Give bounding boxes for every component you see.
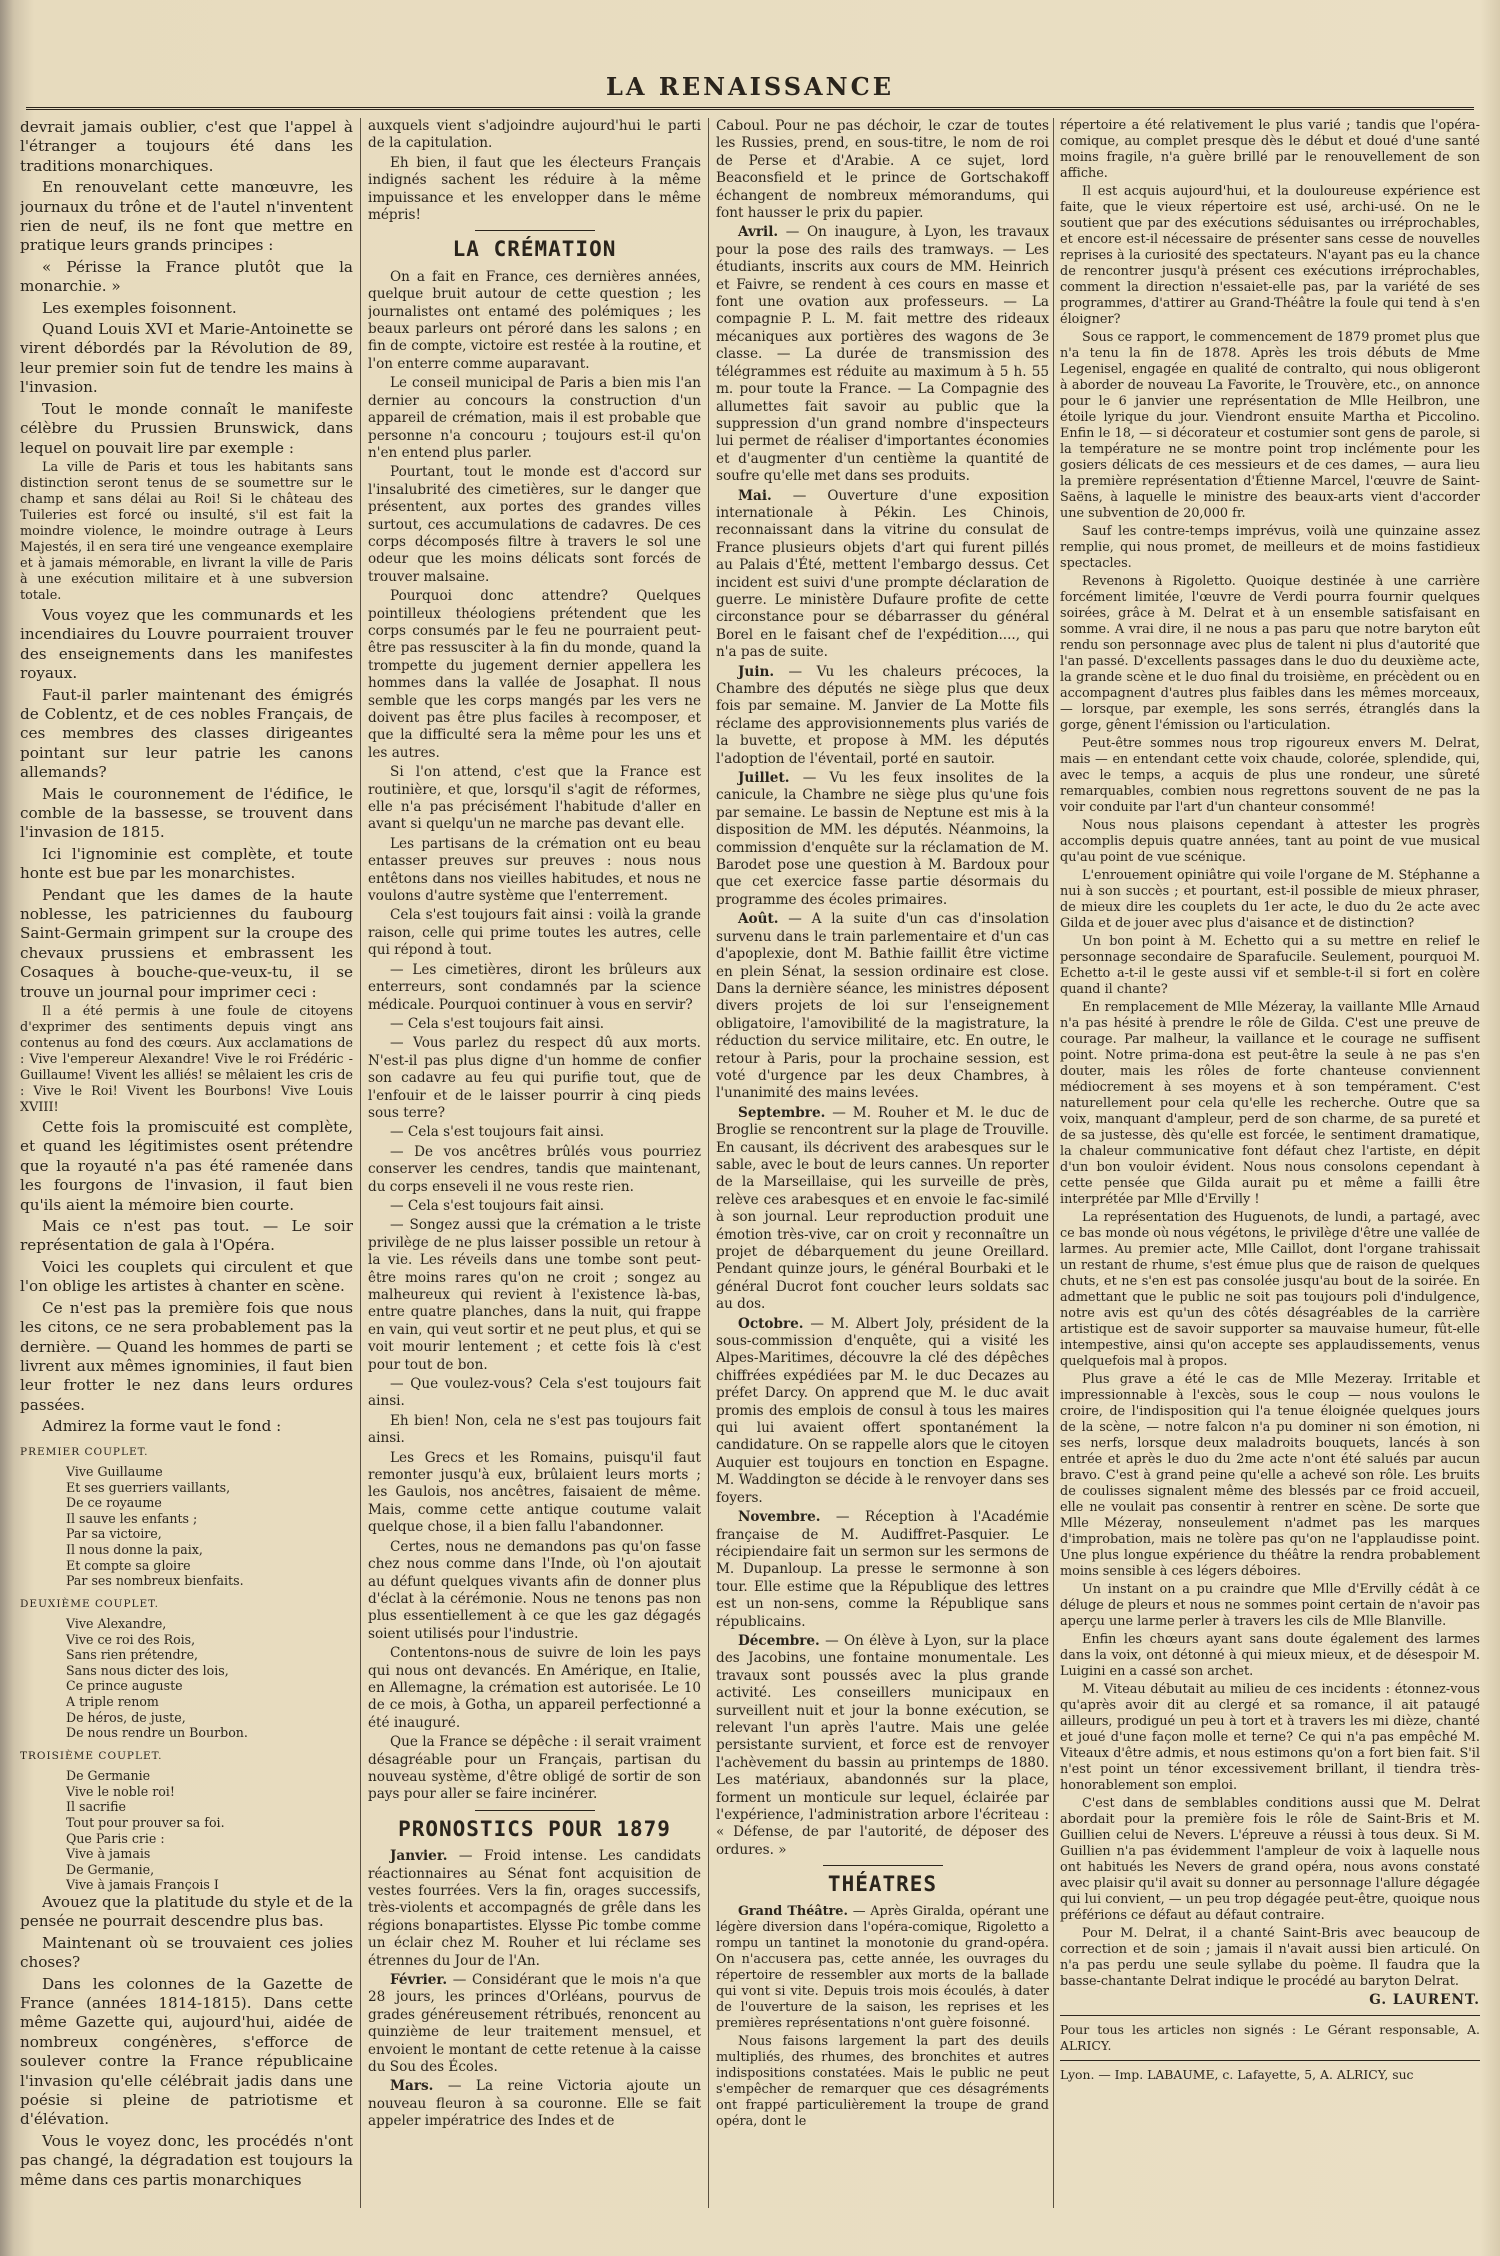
paragraph	[716, 1316, 1049, 1507]
month-label: Mars.	[390, 2078, 434, 2095]
paragraph: — Cela s'est toujours fait ainsi.	[390, 1015, 605, 1032]
verse-line: De héros, de juste,	[66, 1709, 186, 1725]
verse-block	[20, 1768, 353, 1893]
paragraph: En remplacement de Mlle Mézeray, la vaillante Mlle Arnaud n'a pas hésité à prendre le rôle de Gilda. C'est une preuve de courage. Par malheur, la vaillance et le courage ne suffisent point. Notre prima-dona est peut-être la seule à ne pas s'en douter, mais les rôles de forte chanteuse conviennent médiocrement à ses moyens et à son tempérament. C'est naturellement pour cela qu'elle les recherche. Outre que sa voix, manquant d'ampleur, perd de son charme, de sa pureté et de sa justesse, dès qu'elle est forcée, le sentiment dramatique, la chaleur communicative font défaut chez l'artiste, en dépit d'un bon vouloir évident. Nous nous consolons cependant à cette pensée que Gilda aurait pu et même a failli être interprétée par Mlle d'Ervilly !	[1060, 1000, 1480, 1207]
paragraph: Ici l'ignominie est complète, et toute honte est bue par les monarchistes.	[20, 844, 353, 883]
column-divider	[1053, 118, 1054, 2208]
verse-heading: PREMIER COUPLET.	[20, 1445, 149, 1458]
section-title-pronostics: PRONOSTICS POUR 1879	[398, 1816, 671, 1841]
paragraph: Un instant on a pu craindre que Mlle d'Ervilly cédât à ce déluge de pleurs et nous ne sommes point certain de n'avoir pas aperçu une larme perler à travers les cils de Mlle Blanville.	[1060, 1582, 1480, 1629]
paragraph: Avouez que la platitude du style et de la pensée ne pourrait descendre plus bas.	[20, 1893, 353, 1931]
paragraph: — Vous parlez du respect dû aux morts. N'est-il pas plus digne d'un homme de confier son cadavre au feu qui purifie tout, que de l'enfouir et de le laisser pourrir à cinq pieds sous terre?	[368, 1035, 701, 1121]
footer-gerant: Pour tous les articles non signés : Le Gérant responsable, A. ALRICY.	[1060, 2022, 1480, 2054]
paragraph: M. Viteau débutait au milieu de ces incidents : étonnez-vous qu'après avoir dit au clergé et sa romance, il ait pataugé ailleurs, prodigué un peu à tort et à travers les mi dièze, chanté et joué d'une façon molle et terne? Ce qui n'a pas empêché M. Viteaux d'être admis, et nous estimons qu'on a fort bien fait. S'il n'est point un ténor excessivement brillant, il tiendra très-honorablement son emploi.	[1060, 1682, 1480, 1793]
verse-line: De ce royaume	[66, 1495, 162, 1511]
month-text: — Vu les chaleurs précoces, la Chambre des députés ne siège plus que deux fois par semaine. M. Janvier de La Motte fils réclame des approvisionnements plus variés de la buvette, et propose à MM. les députés l'adoption de l'éventail, porté en sautoir.	[716, 663, 1049, 767]
paragraph: Cela s'est toujours fait ainsi : voilà la grande raison, celle qui prime toutes les autres, celle qui répond à tout.	[368, 907, 701, 959]
month-label: Mai.	[738, 487, 772, 504]
paragraph: L'enrouement opiniâtre qui voile l'organe de M. Stéphanne a nui à son succès ; et pourtant, est-il possible de mieux phraser, de mieux dire les couplets du 1er acte, le duo du 2e acte avec Gilda et de jouer avec plus d'aisance et de distinction?	[1060, 868, 1480, 931]
month-label: Janvier.	[390, 1848, 448, 1865]
section-title-theatres: THÉATRES	[827, 1872, 938, 1897]
paragraph: — Cela s'est toujours fait ainsi.	[390, 1124, 605, 1141]
verse-block	[20, 1616, 353, 1741]
column-3	[716, 118, 1049, 2203]
verse-heading: TROISIÈME COUPLET.	[20, 1749, 163, 1762]
paragraph: Les exemples foisonnent.	[42, 298, 237, 317]
paragraph	[716, 224, 1049, 485]
column-divider	[360, 118, 361, 2208]
verse-line: Il sacrifie	[66, 1799, 126, 1815]
paragraph	[716, 1509, 1049, 1631]
paragraph: Un bon point à M. Echetto qui a su mettre en relief le personnage secondaire de Sparafucile. Seulement, pourquoi M. Echetto a-t-il le geste aussi vif et semble-t-il si fort en colère quand il chante?	[1060, 934, 1480, 997]
month-label: Juillet.	[738, 770, 790, 787]
month-label: Décembre.	[738, 1632, 820, 1649]
paragraph	[368, 1972, 701, 2076]
paragraph	[368, 1848, 701, 1970]
month-text: — On élève à Lyon, sur la place des Jacobins, une fontaine monumentale. Les travaux sont poussés avec la plus grande activité. Les conseillers municipaux en surveillent nuit et jour la bonne exécution, se relevant l'un après l'autre. Mais une gelée persistante survient, et force est de renvoyer l'achèvement du bassin au printemps de 1880. Les matériaux, abandonnés sur la place, forment un monticule sur lequel, éclairée par l'expérience, l'administration arbore l'écriteau : « Défense, de par l'autorité, de déposer des ordures. »	[716, 1632, 1049, 1858]
paragraph: Voici les couplets qui circulent et que l'on oblige les artistes à chanter en scène.	[20, 1257, 353, 1296]
verse-heading: DEUXIÈME COUPLET.	[20, 1597, 159, 1610]
paragraph: Eh bien! Non, cela ne s'est pas toujours fait ainsi.	[368, 1412, 701, 1447]
paragraph: Maintenant où se trouvaient ces jolies choses?	[20, 1933, 353, 1972]
paragraph: Mais le couronnement de l'édifice, le comble de la bassesse, se trouvent dans l'invasion de 1815.	[20, 784, 353, 842]
paragraph	[716, 664, 1049, 768]
section-rule	[475, 230, 595, 231]
verse-line: Vive à jamais François I	[66, 1877, 219, 1893]
month-text: — Réception à l'Académie française de M. Audiffret-Pasquier. Le récipiendaire fait un sermon sur les sermons de M. Dupanloup. La presse le sermonne à son tour. Elle estime que la République des lettres est un non-sens, comme la République sans républicains.	[716, 1509, 1049, 1630]
paragraph: — De vos ancêtres brûlés vous pourriez conserver les cendres, tandis que maintenant, du corps enseveli il ne vous reste rien.	[368, 1143, 701, 1195]
paragraph: Admirez la forme vaut le fond :	[42, 1417, 282, 1436]
paragraph: En renouvelant cette manœuvre, les journaux du trône et de l'autel n'inventent rien de neuf, ils ne font que mettre en pratique leurs grands principes :	[20, 178, 353, 255]
paragraph: Enfin les chœurs ayant sans doute également des larmes dans la voix, ont détonné à qui mieux mieux, et de désespoir M. Luigini en a cassé son archet.	[1060, 1632, 1480, 1679]
verse-line: Tout pour prouver sa foi.	[66, 1815, 225, 1831]
paragraph	[716, 1904, 1049, 2032]
paragraph: Les partisans de la crémation ont eu beau entasser preuves sur preuves : nous nous entêtons dans nos vieilles habitudes, et nous ne voulons d'autre système que l'enterrement.	[368, 835, 701, 905]
paragraph: Revenons à Rigoletto. Quoique destinée à une carrière forcément limitée, l'œuvre de Verdi pourra fournir quelques soirées, grâce à M. Delrat et à un ensemble satisfaisant en somme. A vrai dire, il ne nous a pas paru que notre baryton eût rendu son personnage avec plus de talent ni plus d'autorité que l'an passé. D'excellents passages dans le duo du deuxième acte, la grande scène et le duo final du troisième, en précèdent ou en accompagnent d'autres plus faibles dans les mêmes morceaux, — lorsque, par exemple, les sons serrés, étranglés dans la gorge, gênent l'émission ou l'articulation.	[1060, 574, 1480, 733]
verse-line: Il nous donne la paix,	[66, 1541, 203, 1557]
verse-line: Par sa victoire,	[66, 1526, 162, 1542]
month-label: Septembre.	[738, 1104, 826, 1121]
paragraph: — Cela s'est toujours fait ainsi.	[390, 1197, 605, 1214]
section-rule	[823, 1865, 943, 1866]
month-text: — Froid intense. Les candidats réactionnaires au Sénat font acquisition de vestes fourrées. Vers la fin, orages successifs, très-violents et accompagnés de grêle dans les régions bonapartistes. Elysse Pic tombe comme un éclair chez M. Rouher et lui réclame ses étrennes du Jour de l'An.	[368, 1848, 701, 1969]
paragraph: Pourquoi donc attendre? Quelques pointilleux théologiens prétendent que les corps consumés par le feu ne pourraient peut-être pas ressusciter à la fin du monde, quand la trompette du jugement dernier appellera les hommes dans la vallée de Josaphat. Il nous semble que les corps mangés par les vers ne doivent pas être plus faciles à recomposer, et que la difficulté sera la même pour les uns et les autres.	[368, 588, 701, 761]
month-label: Août.	[738, 911, 779, 928]
paragraph: Cette fois la promiscuité est complète, et quand les légitimistes osent prétendre que la royauté n'a pas été ramenée dans les fourgons de l'invasion, il faut bien qu'ils aient la mémoire bien courte.	[20, 1118, 353, 1214]
column-divider	[708, 118, 709, 2208]
header-rule	[26, 107, 1474, 110]
paragraph: Dans les colonnes de la Gazette de France (années 1814-1815). Dans cette même Gazette qui, aujourd'hui, aidée de nombreux congénères, s'efforce de soulever contre la France républicaine l'invasion qu'elle célébrait jadis dans une poésie si pleine de patriotisme et d'élévation.	[20, 1974, 353, 2129]
paragraph	[716, 1633, 1049, 1859]
paragraph: La représentation des Huguenots, de lundi, a partagé, avec ce bas monde où nous végétons, le privilège d'être une vallée de larmes. Au premier acte, Mlle Caillot, dont l'organe trahissait un restant de rhume, s'est émue plus que de raison de quelques chuts, et ne s'en est pas consolée jusqu'au bout de la soirée. En admettant que le public ne soit pas toujours poli d'indulgence, notre avis est qu'un des côtés désagréables de la carrière artistique est de savoir supporter sa mauvaise humeur, fût-elle intempestive, ainsi qu'on accepte ses applaudissements, venus quelquefois mal à propos.	[1060, 1210, 1480, 1369]
verse-line: Vive le noble roi!	[66, 1783, 175, 1799]
verse-line: De Germanie,	[66, 1861, 155, 1877]
footer-rule	[1060, 2015, 1480, 2016]
verse-line: De nous rendre un Bourbon.	[66, 1725, 248, 1741]
theatre-label: Grand Théâtre.	[738, 1903, 848, 1919]
paragraph: Tout le monde connaît le manifeste célèbre du Prussien Brunswick, dans lequel on pouvait lire par exemple :	[20, 399, 353, 457]
month-label: Novembre.	[738, 1509, 821, 1526]
paragraph: Vous voyez que les communards et les incendiaires du Louvre pourraient trouver des enseignements dans les manifestes royaux.	[20, 605, 353, 683]
paragraph: Que la France se dépêche : il serait vraiment désagréable pour un Français, partisan du nouveau système, d'être obligé de sortir de son pays pour aller se faire incinérer.	[368, 1734, 701, 1803]
paragraph	[716, 1105, 1049, 1314]
paragraph	[716, 488, 1049, 662]
month-text: — M. Albert Joly, président de la sous-commission d'enquête, qui a visité les Alpes-Maritimes, découvre la clé des dépêches chiffrées expédiées par M. le duc Decazes au préfet Darcy. On apprend que M. le duc avait promis des emplois de consul à tous les maires qui lui avaient offert spontanément la candidature. On se rappelle alors que le citoyen Auquier est toujours en tonction en Espagne. M. Waddington se décide à le renvoyer dans ses foyers.	[716, 1315, 1049, 1506]
paragraph: Quand Louis XVI et Marie-Antoinette se virent débordés par la Révolution de 89, leur premier soin fut de tendre les mains à l'invasion.	[20, 320, 353, 397]
section-title-cremation: LA CRÉMATION	[452, 237, 617, 262]
paragraph: Contentons-nous de suivre de loin les pays qui nous ont devancés. En Amérique, en Italie, en Allemagne, la crémation est autorisée. Le 10 de ce mois, à Gotha, un appareil perfectionné a été inauguré.	[368, 1645, 701, 1731]
paragraph: Les Grecs et les Romains, puisqu'il faut remonter jusqu'à eux, brûlaient leurs morts ; les Gaulois, nos ancêtres, faisaient de même. Mais, comme cette antique coutume valait quelque chose, il a bien fallu l'abandonner.	[368, 1449, 701, 1536]
month-text: — Vu les feux insolites de la canicule, la Chambre ne siège plus qu'une fois par semaine. Le bassin de Neptune est mis à la disposition de MM. les députés. Néanmoins, la commission d'enquête sur la réclamation de M. Barodet pose une question à M. Bardoux pour que cet exercice fasse partie désormais du programme des écoles primaires.	[716, 770, 1049, 908]
quotation: La ville de Paris et tous les habitants sans distinction seront tenus de se soumettre sur le champ et sans délai au Roi! Si le château des Tuileries est forcé ou insulté, s'il est fait la moindre violence, le moindre outrage à Leurs Majestés, il en sera tiré une vengeance exemplaire et à jamais mémorable, en livrant la ville de Paris à une exécution militaire et à une subversion totale.	[20, 459, 353, 603]
verse-block	[20, 1464, 353, 1589]
paragraph	[368, 2078, 701, 2130]
verse-line: Et compte sa gloire	[66, 1557, 191, 1573]
paragraph: Nous faisons largement la part des deuils multipliés, des rhumes, des bronchites et autres indispositions constatées. Mais le public ne peut s'empêcher de remarquer que ces désagréments ont frappé particulièrement la troupe de grand opéra, dont le	[716, 2033, 1049, 2129]
paragraph: Pourtant, tout le monde est d'accord sur l'insalubrité des cimetières, sur le danger que présentent, aux portes des grandes villes surtout, ces accumulations de cadavres. De ces corps décomposés filtre à travers le sol une odeur que les moins délicats sont forcés de trouver malsaine.	[368, 464, 701, 585]
footer-rule	[1060, 2060, 1480, 2061]
paragraph: répertoire a été relativement le plus varié ; tandis que l'opéra-comique, au complet presque dès le début et doué d'une santé moins fragile, n'a guère brillé par le renouvellement de son affiche.	[1060, 118, 1480, 181]
column-4	[1060, 118, 1480, 2203]
paragraph: « Périsse la France plutôt que la monarchie. »	[20, 257, 353, 296]
paragraph: Si l'on attend, c'est que la France est routinière, et que, lorsqu'il s'agit de réformes, elle n'a pas précisément l'habitude d'aller en avant si quelqu'un ne marche pas devant elle.	[368, 764, 701, 833]
month-label: Février.	[390, 1972, 448, 1989]
paragraph: Vous le voyez donc, les procédés n'ont pas changé, la dégradation est toujours la même dans ces partis monarchiques	[20, 2131, 353, 2189]
verse-line: Vive ce roi des Rois,	[66, 1631, 196, 1647]
paragraph: Il est acquis aujourd'hui, et la douloureuse expérience est faite, que le vieux répertoire est usé, archi-usé. On ne le soutient que par des exécutions séduisantes ou irréprochables, et encore est-il nécessaire de présenter sans cesse de nouvelles reprises à la curiosité des spectateurs. N'ayant pas eu la chance de rencontrer jusqu'à présent ces exécutions irréprochables, comment la direction n'essaiet-elle pas, par la variété de ses programmes, d'attirer au Grand-Théâtre la foule qui tend à s'en éloigner?	[1060, 184, 1480, 327]
verse-line: Sans rien prétendre,	[66, 1647, 199, 1663]
verse-line: Vive Alexandre,	[66, 1616, 167, 1632]
column-1	[20, 118, 353, 2203]
verse-line: Que Paris crie :	[66, 1830, 165, 1846]
paragraph: Faut-il parler maintenant des émigrés de Coblentz, et de ces nobles Français, de ces membres des classes dirigeantes pointant sur leur patrie les canons allemands?	[20, 685, 353, 782]
paragraph: Caboul. Pour ne pas déchoir, le czar de toutes les Russies, prend, en sous-titre, le nom de roi de Perse et d'Arabie. A ce sujet, lord Beaconsfield et le prince de Gortschakoff échangent de nombreux mémorandums, qui font hausser le prix du papier.	[716, 118, 1049, 222]
paragraph: C'est dans de semblables conditions aussi que M. Delrat abordait pour la première fois le rôle de Saint-Bris et M. Guillien celui de Nevers. L'épreuve a réussi à tous deux. Si M. Guillien n'a pas évidemment l'ampleur de voix à laquelle nous ont habitués les Nevers de grand opéra, nous avons constaté avec plaisir qu'il avait su donner au personnage l'allure dégagée qui lui convient, — un peu trop dégagée peut-être, quoique nous préférions ce défaut au défaut contraire.	[1060, 1796, 1480, 1923]
month-text: — M. Rouher et M. le duc de Broglie se rencontrent sur la plage de Trouville. En causant, ils décrivent des arabesques sur le sable, avec le bout de leurs cannes. Un reporter de la Marseillaise, qui les surveille de près, relève ces arabesques et en envoie le fac-similé à son journal. Leur reproduction produit une émotion très-vive, car on croit y reconnaître un projet de débarquement du jeune Oreillard. Pendant quinze jours, le général Bourbaki et le général Ducrot font coucher leurs soldats sac au dos.	[716, 1104, 1049, 1313]
verse-line: A triple renom	[66, 1694, 159, 1710]
theatre-text: — Après Giralda, opérant une légère diversion dans l'opéra-comique, Rigoletto a rompu un tantinet la monotonie du grand-opéra. On n'accusera pas, cette année, les ouvrages du répertoire de ressembler aux morts de la ballade qui vont si vite. Depuis trois mois écoulés, à dater de l'ouverture de la saison, les reprises et les premières représentations n'ont guère foisonné.	[716, 1903, 1049, 2031]
paragraph: Certes, nous ne demandons pas qu'on fasse chez nous comme dans l'Inde, où l'on ajoutait au défunt quelques vivants afin de donner plus d'éclat à la cérémonie. Nous ne tenons pas non plus essentiellement à ce que les gaz dégagés soient utilisés pour l'industrie.	[368, 1538, 701, 1642]
verse-line: De Germanie	[66, 1768, 151, 1784]
paragraph: — Les cimetières, diront les brûleurs aux enterreurs, sont condamnés par la science médicale. Pourquoi continuer à vous en servir?	[368, 961, 701, 1013]
month-label: Juin.	[738, 663, 775, 680]
verse-line: Sans nous dicter des lois,	[66, 1662, 229, 1678]
month-text: — Considérant que le mois n'a que 28 jours, les princes d'Orléans, pourvus de grades généreusement rétribués, renoncent au quinzième de leur traitement mensuel, et envoient le montant de cette retenue à la caisse du Sou des Écoles.	[368, 1972, 701, 2076]
paragraph: Plus grave a été le cas de Mlle Mezeray. Irritable et impressionnable à l'excès, sous le coup — nous voulons le croire, de l'indisposition qui l'a tenue éloignée quelques jours de la scène, — notre falcon n'a pu dominer ni son émotion, ni ses nerfs, lorsque deux maladroits bouquets, lancés à son entrée et après le duo du 2me acte n'ont été salués par aucun bravo. C'est à grand peine qu'elle a achevé son rôle. Les bruits de coulisses signalent même des blessés par ce froid accueil, elle ne voulait pas consentir à rentrer en scène. De sorte que Mlle Mézeray, nonseulement n'admet pas les marques d'improbation, mais ne tolère pas qu'on ne l'applaudisse point. Une plus longue expérience du théâtre la rendra probablement moins sensible à ces légers déboires.	[1060, 1372, 1480, 1579]
verse-line: Par ses nombreux bienfaits.	[66, 1573, 244, 1589]
paragraph: Nous nous plaisons cependant à attester les progrès accomplis depuis quatre années, tant au point de vue musical qu'au point de vue scénique.	[1060, 818, 1480, 865]
paragraph: — Songez aussi que la crémation a le triste privilège de ne plus laisser possible un retour à la vie. Les réveils dans une tombe sont peut-être moins rares qu'on ne croit ; songez au malheureux qui revient à l'existence là-bas, entre quatre planches, dans la nuit, qui frappe en vain, qui veut sortir et ne peut plus, et qui se voit mourir lentement ; et cette fois là c'est pour tout de bon.	[368, 1217, 701, 1373]
paragraph: devrait jamais oublier, c'est que l'appel à l'étranger a toujours été dans les traditions monarchiques.	[20, 118, 353, 175]
footer-imprint: Lyon. — Imp. LABAUME, c. Lafayette, 5, A. ALRICY, suc	[1060, 2067, 1414, 2083]
paragraph	[716, 911, 1049, 1102]
paragraph: Pour M. Delrat, il a chanté Saint-Bris avec beaucoup de correction et de soin ; jamais il n'avait aussi bien articulé. On n'a pas perdu une seule syllabe du poème. Il faudra que la basse-chantante Delrat indique le procédé au baryton Delrat.	[1060, 1926, 1480, 1989]
verse-line: Vive à jamais	[66, 1846, 151, 1862]
verse-line: Vive Guillaume	[66, 1463, 163, 1479]
signature: G. LAURENT.	[1369, 1992, 1480, 2008]
month-text: — Ouverture d'une exposition internationale à Pékin. Les Chinois, reconnaissant dans la vitrine du consulat de France plusieurs objets d'art qui furent pillés au Palais d'Été, mettent l'embargo dessus. Cet incident est suivi d'une prompte déclaration de guerre. Le ministère Dufaure profite de cette circonstance pour se débarrasser du général Borel en le faisant chef de l'expédition...., qui n'a pas de suite.	[716, 487, 1049, 661]
month-label: Avril.	[738, 224, 779, 241]
masthead: LA RENAISSANCE	[606, 72, 894, 101]
month-text: — La reine Victoria ajoute un nouveau fleuron à sa couronne. Elle se fait appeler impératrice des Indes et de	[368, 2078, 701, 2130]
verse-line: Il sauve les enfants ;	[66, 1510, 198, 1526]
verse-line: Et ses guerriers vaillants,	[66, 1479, 231, 1495]
paragraph: Peut-être sommes nous trop rigoureux envers M. Delrat, mais — en entendant cette voix chaude, colorée, splendide, qui, avec le temps, a acquis de plus une rondeur, une sûreté remarquables, combien nous regrettons souvent de ne pas la voir conduite par l'art d'un chanteur consommé!	[1060, 736, 1480, 815]
paragraph: Pendant que les dames de la haute noblesse, les patriciennes du faubourg Saint-Germain grimpent sur la croupe des chevaux prussiens et embrassent les Cosaques à bouche-que-veux-tu, il se trouve un journal pour imprimer ceci :	[20, 885, 353, 1001]
verse-line: Ce prince auguste	[66, 1678, 183, 1694]
paragraph	[716, 770, 1049, 909]
section-rule	[475, 1810, 595, 1811]
paragraph: Eh bien, il faut que les électeurs Français indignés sachent les réduire à la même impuissance et les envelopper dans le même mépris!	[368, 154, 701, 224]
paragraph: Ce n'est pas la première fois que nous les citons, ce ne sera probablement pas la dernière. — Quand les hommes de parti se livrent aux mêmes ignominies, il faut bien leur frotter le nez dans leurs ordures passées.	[20, 1298, 353, 1414]
paragraph: Mais ce n'est pas tout. — Le soir représentation de gala à l'Opéra.	[20, 1217, 353, 1255]
month-text: — A la suite d'un cas d'insolation survenu dans le train parlementaire et d'un cas d'apoplexie, dont M. Bathie faillit être victime en plein Sénat, la session ordinaire est close. Dans la dernière séance, les ministres déposent divers projets de loi sur l'enseignement obligatoire, l'amovibilité de la magistrature, la réduction du service militaire, etc. En outre, le retour à Paris, pour la prochaine session, est voté d'urgence par les deux Chambres, à l'unanimité des mains levées.	[716, 911, 1049, 1102]
month-label: Octobre.	[738, 1315, 804, 1332]
quotation: Il a été permis à une foule de citoyens d'exprimer des sentiments depuis vingt ans contenus au fond des cœurs. Aux acclamations de : Vive l'empereur Alexandre! Vive le roi Frédéric - Guillaume! Vivent les alliés! se mêlaient les cris de : Vive le Roi! Vivent les Bourbons! Vive Louis XVIII!	[20, 1004, 353, 1116]
month-text: — On inaugure, à Lyon, les travaux pour la pose des rails des tramways. — Les étudiants, inscrits aux cours de MM. Heinrich et Faivre, se rendent à ces cours en masse et font une ovation aux professeurs. — La compagnie P. L. M. fait mettre des rideaux mécaniques aux portières des wagons de 3e classe. — La durée de transmission des télégrammes est réduite au maximum à 5 h. 55 m. pour toute la France. — La Compagnie des allumettes fait savoir au public que la suppression d'un grand nombre d'inspecteurs lui permet de réaliser d'importantes économies et d'augmenter d'un centième la quantité de soufre qu'elle met dans ses produits.	[716, 224, 1049, 485]
column-2	[368, 118, 701, 2203]
paragraph: auxquels vient s'adjoindre aujourd'hui le parti de la capitulation.	[368, 118, 701, 152]
paragraph: On a fait en France, ces dernières années, quelque bruit autour de cette question ; les journalistes ont entamé des polémiques ; les beaux parleurs ont péroré dans les salons ; en fin de compte, victoire est restée à la routine, et l'on enterre comme auparavant.	[368, 268, 701, 372]
paragraph: Sauf les contre-temps imprévus, voilà une quinzaine assez remplie, qui nous promet, de meilleurs et de moins fastidieux spectacles.	[1060, 524, 1480, 571]
paragraph: Le conseil municipal de Paris a bien mis l'an dernier au concours la construction d'un appareil de crémation, mais il est probable que personne n'a concouru ; toujours est-il qu'on n'en entend plus parler.	[368, 375, 701, 461]
paragraph: Sous ce rapport, le commencement de 1879 promet plus que n'a tenu la fin de 1878. Après les trois débuts de Mme Legenisel, engagée en qualité de contralto, qui nous obligeront à aborder de nouveau La Favorite, le Trouvère, etc., on annonce pour le 6 janvier une représentation de Mlle Heilbron, une étoile lyrique du jour. Viendront ensuite Martha et Piccolino. Enfin le 18, — si décorateur et costumier sont gens de parole, si la température ne se montre point trop inclémente pour les gosiers délicats de ces messieurs et de ces dames, — aura lieu la première représentation d'Étienne Marcel, l'œuvre de Saint-Saëns, à laquelle le ministre des beaux-arts vient d'accorder une subvention de 20,000 fr.	[1060, 330, 1480, 521]
paragraph: — Que voulez-vous? Cela s'est toujours fait ainsi.	[368, 1376, 701, 1410]
